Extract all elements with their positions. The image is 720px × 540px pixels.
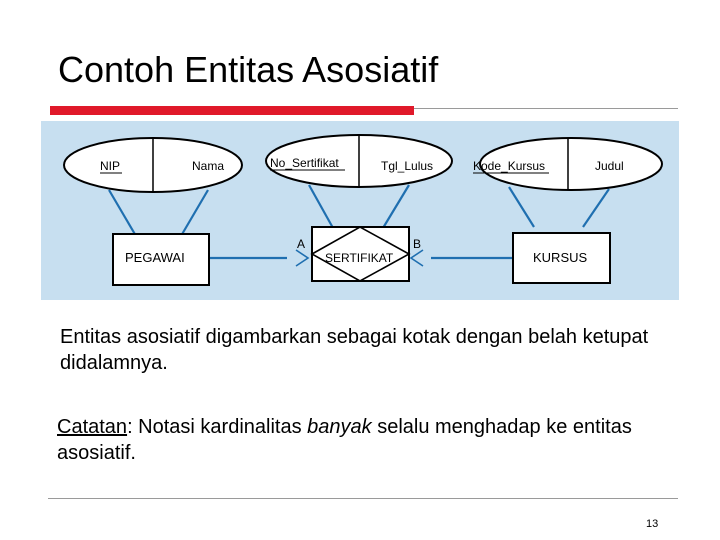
note-label: Catatan (57, 416, 128, 438)
slide-title: Contoh Entitas Asosiatif (58, 49, 439, 90)
note-colon: : Notasi kardinalitas (127, 416, 308, 438)
title-divider (414, 108, 678, 109)
entity-pegawai: PEGAWAI (125, 250, 185, 265)
note-rest: selalu menghadap ke entitas asosiatif. (57, 416, 632, 464)
er-diagram (41, 121, 679, 300)
er-diagram-canvas (41, 121, 679, 300)
entity-kursus: KURSUS (533, 250, 588, 265)
entity-sertifikat: SERTIFIKAT (325, 251, 394, 265)
link-tgllulus-sertifikat (383, 185, 409, 228)
link-nosertifikat-sertifikat (309, 185, 333, 228)
footer-divider (48, 498, 678, 499)
link-judul-kursus (583, 189, 609, 227)
body-text: Entitas asosiatif digambarkan sebagai kotak dengan belah ketupat didalamnya. (60, 326, 649, 374)
attr-no-sertifikat: No_Sertifikat (270, 156, 339, 170)
link-nama-pegawai (181, 190, 208, 236)
attr-judul: Judul (595, 159, 624, 173)
note-text (57, 414, 687, 466)
rel-label-b: B (413, 237, 422, 251)
arrow-a (296, 250, 308, 266)
arrow-b (411, 250, 423, 266)
note-italic: banyak (307, 416, 372, 438)
attr-nama: Nama (192, 159, 225, 173)
attr-tgl-lulus: Tgl_Lulus (381, 159, 434, 173)
page-number: 13 (646, 518, 659, 530)
rel-label-a: A (297, 237, 306, 251)
attr-nip: NIP (100, 159, 121, 173)
title-accent-bar (50, 106, 414, 115)
link-kodekursus-kursus (509, 187, 534, 227)
attr-kode-kursus: Kode_Kursus (473, 159, 546, 173)
link-nip-pegawai (109, 190, 136, 236)
